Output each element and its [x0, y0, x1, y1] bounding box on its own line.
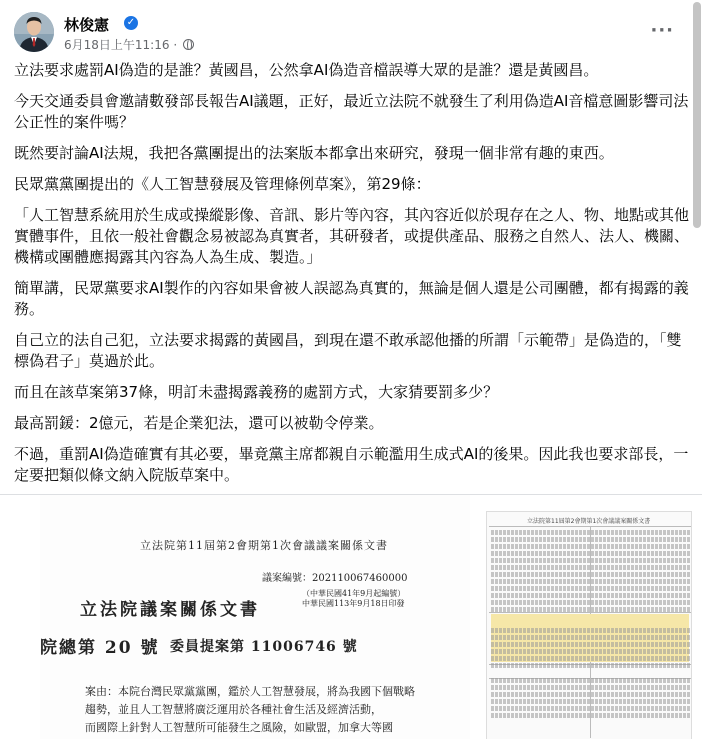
attached-photo[interactable]	[0, 494, 702, 739]
post-paragraph: 最高罰鍰：2億元，若是企業犯法，還可以被勒令停業。	[14, 414, 384, 432]
verified-badge-icon: ✓	[124, 16, 138, 30]
avatar[interactable]	[14, 12, 54, 52]
doc-reason	[85, 683, 485, 737]
post-meta	[64, 36, 194, 53]
post-header	[14, 12, 674, 56]
post-timestamp[interactable]: 6月18日上午11:16	[64, 38, 170, 52]
doc-right-title: 立法院第11屆第2會期第1次會議議案關係文書	[527, 518, 651, 525]
public-globe-icon[interactable]	[183, 39, 194, 50]
post-text	[14, 60, 692, 527]
doc-title: 立法院議案關係文書	[80, 600, 260, 620]
doc-right-column-left	[491, 528, 591, 720]
scrollbar[interactable]	[693, 2, 701, 228]
doc-reason-line: 案由：本院台灣民眾黨黨團，鑑於人工智慧發展，將為我國下個戰略	[85, 685, 415, 698]
doc-proposal-number: 委員提案第 11006746 號	[170, 639, 358, 655]
post-paragraph: 不過，重罰AI偽造確實有其必要，畢竟黨主席都親自示範濫用生成式AI的後果。因此我也要求部長，一定要把類似條文納入院版草案中。	[14, 445, 689, 484]
doc-date-line: （中華民國41年9月起編號）	[302, 589, 406, 598]
post-paragraph: 「人工智慧系統用於生成或操縱影像、音訊、影片等內容，其內容近似於現存在之人、物、地點或其他實體事件，且依一般社會觀念易被認為真實者，其研發者，或提供產品、服務之自然人、法人、機關、機構或團體應揭露其內容為人為生成、製造。」	[14, 206, 690, 266]
document-page-right	[486, 511, 692, 739]
author-name[interactable]: 林俊憲	[64, 16, 110, 34]
meta-separator: ·	[173, 38, 178, 52]
post-paragraph: 而且在該草案第37條，明訂未盡揭露義務的處罰方式，大家猜要罰多少？	[14, 383, 499, 401]
post-paragraph: 既然要討論AI法規，我把各黨團提出的法案版本都拿出來研究，發現一個非常有趣的東西。	[14, 144, 614, 162]
document-page-left	[40, 495, 470, 739]
doc-bill-number: 議案編號：202110067460000	[262, 573, 408, 584]
more-options-button[interactable]: ···	[650, 20, 674, 41]
avatar-image	[14, 12, 54, 52]
doc-header-line: 立法院第11屆第2會期第1次會議議案關係文書	[140, 539, 388, 552]
doc-dates	[302, 589, 405, 609]
table-rule	[489, 526, 691, 527]
post-paragraph: 自己立的法自己犯，立法要求揭露的黃國昌，到現在還不敢承認他播的所謂「示範帶」是偽造的，「雙標偽君子」莫過於此。	[14, 331, 682, 370]
post-paragraph: 民眾黨黨團提出的《人工智慧發展及管理條例草案》，第29條：	[14, 175, 431, 193]
doc-right-column-right	[591, 528, 691, 720]
post-paragraph: 簡單講，民眾黨要求AI製作的內容如果會被人誤認為真實的，無論是個人還是公司團體，都有揭露的義務。	[14, 279, 689, 318]
doc-reason-line: 而國際上針對人工智慧所可能發生之風險，如歐盟，加拿大等國	[85, 721, 393, 734]
post-paragraph: 今天交通委員會邀請數發部長報告AI議題，正好，最近立法院不就發生了利用偽造AI音檔意圖影響司法公正性的案件嗎？	[14, 92, 689, 131]
doc-number: 院總第 20 號	[40, 638, 160, 658]
post-paragraph: 立法要求處罰AI偽造的是誰？黃國昌，公然拿AI偽造音檔誤導大眾的是誰？還是黃國昌。	[14, 61, 599, 79]
doc-date-line: 中華民國113年9月18日印發	[302, 599, 405, 608]
doc-reason-line: 趨勢，並且人工智慧將廣泛運用於各種社會生活及經濟活動，	[85, 703, 382, 716]
